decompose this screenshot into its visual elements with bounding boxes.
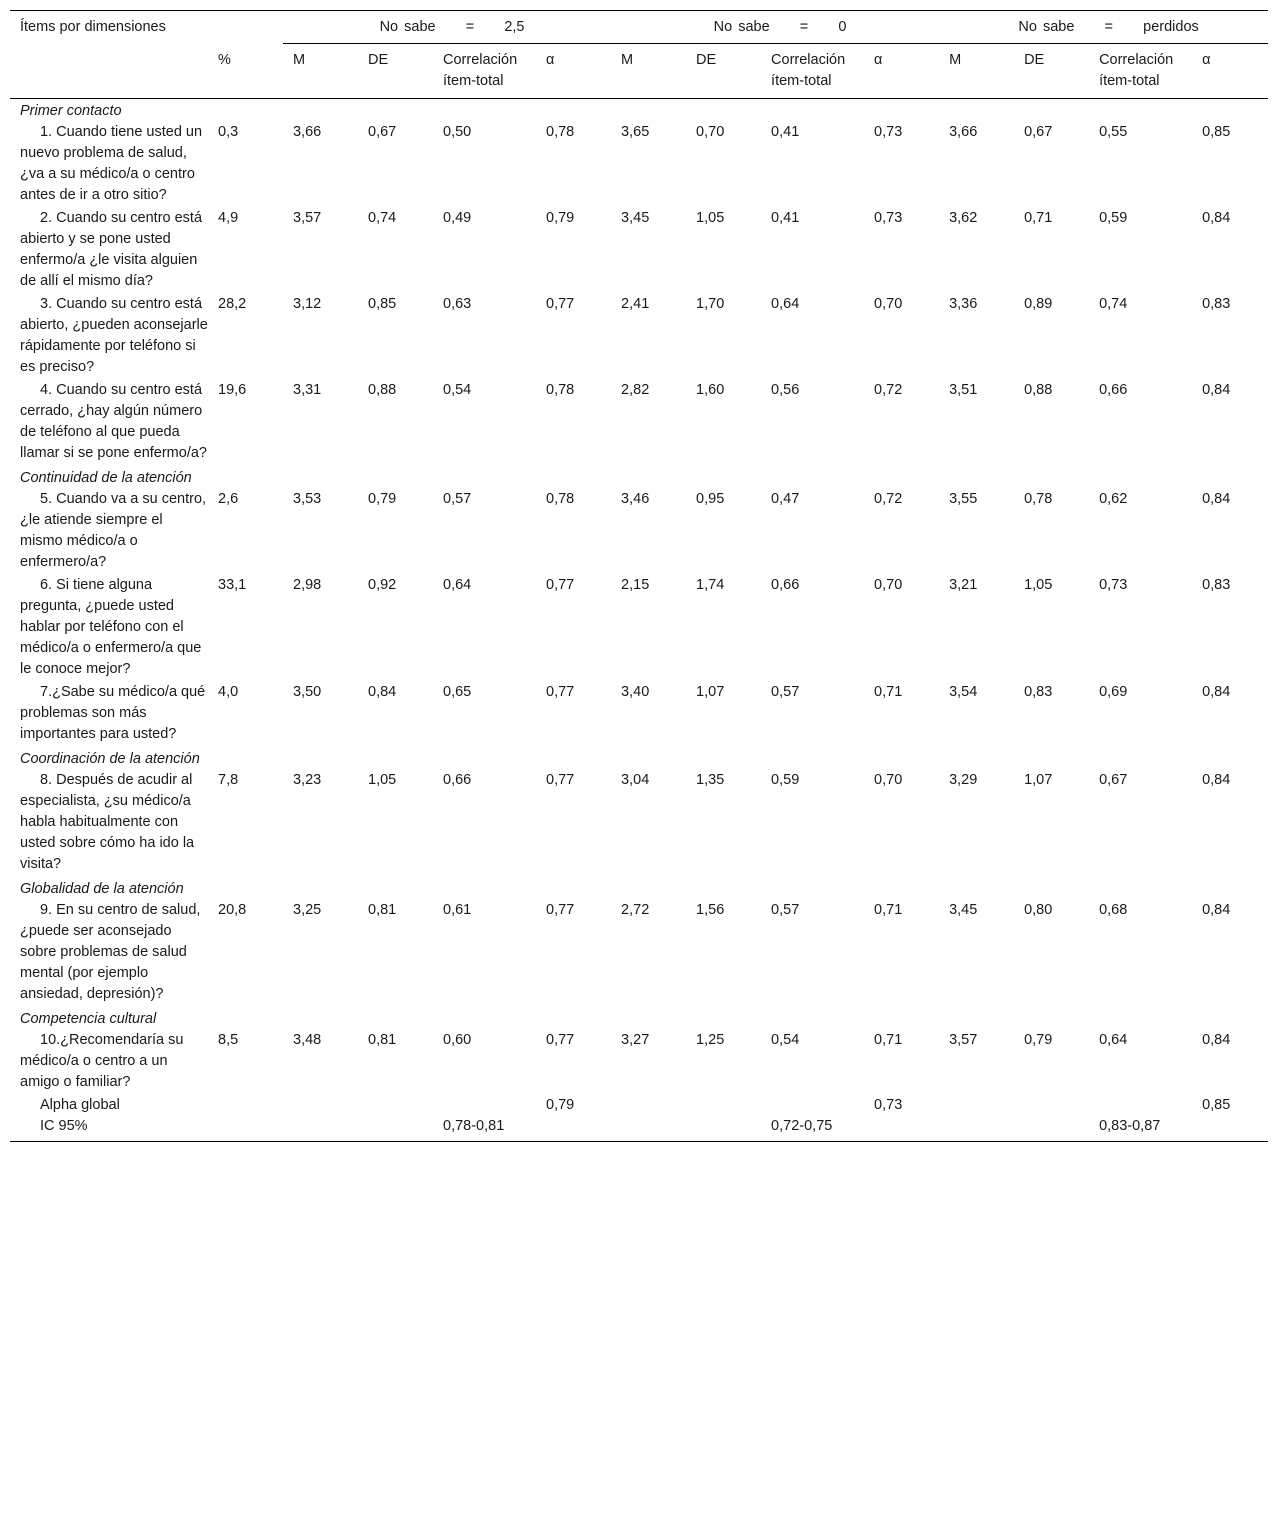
- corr-cell: 0,57: [771, 684, 800, 700]
- m-cell: 2,72: [621, 902, 650, 918]
- question-cell: [10, 122, 208, 208]
- m-cell: 3,57: [949, 1032, 978, 1048]
- corr-cell: 0,62: [1099, 491, 1128, 507]
- de-cell: 0,67: [368, 124, 397, 140]
- alpha-global-value: 0,79: [546, 1097, 575, 1113]
- corr-cell: 0,60: [443, 1032, 472, 1048]
- m-cell: 3,62: [949, 210, 978, 226]
- header-pct: %: [208, 44, 283, 99]
- question-cell: [10, 208, 208, 294]
- question-cell: [10, 682, 208, 747]
- alpha-cell: 0,71: [874, 684, 903, 700]
- section-title: Coordinación de la atención: [20, 751, 200, 767]
- pct-cell: 0,3: [218, 124, 239, 140]
- alpha-global-label: Alpha global: [40, 1097, 120, 1113]
- section-title: Primer contacto: [20, 103, 122, 119]
- table-row: [10, 1030, 1268, 1095]
- alpha-cell: 0,77: [546, 684, 575, 700]
- pct-cell: 8,5: [218, 1032, 239, 1048]
- question-text: 10.¿Recomendaría su médico/a o centro a un amigo o familiar?: [20, 1032, 184, 1090]
- de-cell: 0,85: [368, 296, 397, 312]
- m-cell: 3,45: [949, 902, 978, 918]
- corr-cell: 0,66: [443, 772, 472, 788]
- m-cell: 3,46: [621, 491, 650, 507]
- corr-cell: 0,64: [1099, 1032, 1128, 1048]
- pct-cell: 4,9: [218, 210, 239, 226]
- m-cell: 3,66: [293, 124, 322, 140]
- question-text: 6. Si tiene alguna pregunta, ¿puede usted hablar por teléfono con el médico/a o enfermero/a que le conoce mejor?: [20, 577, 202, 677]
- de-cell: 0,92: [368, 577, 397, 593]
- corr-cell: 0,41: [771, 210, 800, 226]
- alpha-cell: 0,73: [874, 210, 903, 226]
- question-text: 7.¿Sabe su médico/a qué problemas son más importantes para usted?: [20, 684, 206, 742]
- corr-cell: 0,69: [1099, 684, 1128, 700]
- corr-cell: 0,59: [771, 772, 800, 788]
- alpha-cell: 0,72: [874, 382, 903, 398]
- header-items: Ítems por dimensiones: [10, 11, 208, 44]
- table-row: [10, 770, 1268, 877]
- m-cell: 3,25: [293, 902, 322, 918]
- ic-value: 0,83-0,87: [1089, 1116, 1192, 1142]
- corr-cell: 0,73: [1099, 577, 1128, 593]
- m-cell: 3,65: [621, 124, 650, 140]
- header-m: M: [939, 44, 1014, 99]
- question-text: 3. Cuando su centro está abierto, ¿pueden aconsejarle rápidamente por teléfono si es preciso?: [20, 296, 208, 375]
- alpha-cell: 0,77: [546, 1032, 575, 1048]
- de-cell: 1,05: [368, 772, 397, 788]
- corr-cell: 0,65: [443, 684, 472, 700]
- alpha-cell: 0,71: [874, 902, 903, 918]
- section-row: [10, 747, 1268, 770]
- section-row: [10, 1007, 1268, 1030]
- corr-cell: 0,41: [771, 124, 800, 140]
- ic-label: IC 95%: [10, 1116, 208, 1142]
- m-cell: 3,36: [949, 296, 978, 312]
- alpha-global-value: 0,73: [874, 1097, 903, 1113]
- alpha-cell: 0,85: [1202, 124, 1231, 140]
- m-cell: 3,55: [949, 491, 978, 507]
- question-cell: [10, 489, 208, 575]
- section-title: Globalidad de la atención: [20, 881, 184, 897]
- alpha-cell: 0,77: [546, 577, 575, 593]
- alpha-cell: 0,77: [546, 902, 575, 918]
- table-row: [10, 122, 1268, 208]
- m-cell: 3,45: [621, 210, 650, 226]
- table-row: [10, 208, 1268, 294]
- m-cell: 3,53: [293, 491, 322, 507]
- pct-cell: 7,8: [218, 772, 239, 788]
- m-cell: 3,27: [621, 1032, 650, 1048]
- alpha-cell: 0,78: [546, 382, 575, 398]
- alpha-cell: 0,84: [1202, 772, 1231, 788]
- m-cell: 3,04: [621, 772, 650, 788]
- table-row: [10, 682, 1268, 747]
- de-cell: 1,07: [696, 684, 725, 700]
- question-text: 5. Cuando va a su centro, ¿le atiende siempre el mismo médico/a o enfermero/a?: [20, 491, 207, 570]
- m-cell: 3,29: [949, 772, 978, 788]
- header-corr: Correlación ítem-total: [761, 44, 864, 99]
- question-text: 4. Cuando su centro está cerrado, ¿hay algún número de teléfono al que pueda llamar si se pone enfermo/a?: [20, 382, 207, 461]
- corr-cell: 0,56: [771, 382, 800, 398]
- header-alpha: α: [864, 44, 939, 99]
- question-cell: [10, 575, 208, 682]
- de-cell: 0,89: [1024, 296, 1053, 312]
- question-text: 1. Cuando tiene usted un nuevo problema de salud, ¿va a su médico/a o centro antes de ir a otro sitio?: [20, 124, 203, 203]
- group-header-3: No sabe = perdidos: [939, 11, 1268, 44]
- alpha-cell: 0,84: [1202, 210, 1231, 226]
- de-cell: 0,83: [1024, 684, 1053, 700]
- de-cell: 0,78: [1024, 491, 1053, 507]
- header-corr: Correlación ítem-total: [433, 44, 536, 99]
- corr-cell: 0,55: [1099, 124, 1128, 140]
- de-cell: 0,79: [368, 491, 397, 507]
- alpha-cell: 0,78: [546, 124, 575, 140]
- question-text: 2. Cuando su centro está abierto y se pone usted enfermo/a ¿le visita alguien de allí el mismo día?: [20, 210, 203, 289]
- ic-value: 0,72-0,75: [761, 1116, 864, 1142]
- header-corr: Correlación ítem-total: [1089, 44, 1192, 99]
- m-cell: 3,50: [293, 684, 322, 700]
- table-body: [10, 99, 1268, 1142]
- alpha-cell: 0,77: [546, 772, 575, 788]
- de-cell: 0,95: [696, 491, 725, 507]
- de-cell: 0,67: [1024, 124, 1053, 140]
- de-cell: 0,74: [368, 210, 397, 226]
- de-cell: 0,71: [1024, 210, 1053, 226]
- ic-value: 0,78-0,81: [433, 1116, 536, 1142]
- header-de: DE: [686, 44, 761, 99]
- corr-cell: 0,67: [1099, 772, 1128, 788]
- m-cell: 3,12: [293, 296, 322, 312]
- table-container: [10, 10, 1268, 1142]
- group-header-1: No sabe = 2,5: [283, 11, 611, 44]
- de-cell: 0,88: [1024, 382, 1053, 398]
- corr-cell: 0,66: [1099, 382, 1128, 398]
- de-cell: 1,35: [696, 772, 725, 788]
- corr-cell: 0,64: [443, 577, 472, 593]
- de-cell: 1,60: [696, 382, 725, 398]
- section-row: [10, 877, 1268, 900]
- header-de: DE: [1014, 44, 1089, 99]
- corr-cell: 0,74: [1099, 296, 1128, 312]
- m-cell: 3,40: [621, 684, 650, 700]
- corr-cell: 0,57: [443, 491, 472, 507]
- m-cell: 2,98: [293, 577, 322, 593]
- alpha-cell: 0,84: [1202, 491, 1231, 507]
- section-row: [10, 466, 1268, 489]
- de-cell: 1,05: [696, 210, 725, 226]
- section-row: [10, 99, 1268, 123]
- alpha-cell: 0,72: [874, 491, 903, 507]
- m-cell: 2,15: [621, 577, 650, 593]
- m-cell: 3,31: [293, 382, 322, 398]
- de-cell: 1,74: [696, 577, 725, 593]
- de-cell: 1,70: [696, 296, 725, 312]
- items-table: [10, 10, 1268, 1142]
- de-cell: 0,79: [1024, 1032, 1053, 1048]
- table-row: [10, 489, 1268, 575]
- alpha-cell: 0,83: [1202, 577, 1231, 593]
- alpha-cell: 0,78: [546, 491, 575, 507]
- alpha-cell: 0,84: [1202, 902, 1231, 918]
- table-row: [10, 900, 1268, 1007]
- pct-cell: 2,6: [218, 491, 239, 507]
- header-m: M: [611, 44, 686, 99]
- de-cell: 0,81: [368, 902, 397, 918]
- alpha-cell: 0,83: [1202, 296, 1231, 312]
- alpha-global-value: 0,85: [1202, 1097, 1231, 1113]
- alpha-cell: 0,84: [1202, 684, 1231, 700]
- corr-cell: 0,63: [443, 296, 472, 312]
- corr-cell: 0,64: [771, 296, 800, 312]
- m-cell: 3,21: [949, 577, 978, 593]
- pct-cell: 19,6: [218, 382, 247, 398]
- section-title: Continuidad de la atención: [20, 470, 192, 486]
- m-cell: 2,41: [621, 296, 650, 312]
- question-cell: [10, 380, 208, 466]
- m-cell: 3,54: [949, 684, 978, 700]
- question-cell: [10, 1030, 208, 1095]
- alpha-cell: 0,77: [546, 296, 575, 312]
- de-cell: 0,81: [368, 1032, 397, 1048]
- alpha-cell: 0,84: [1202, 1032, 1231, 1048]
- question-cell: [10, 770, 208, 877]
- corr-cell: 0,54: [443, 382, 472, 398]
- de-cell: 0,80: [1024, 902, 1053, 918]
- question-cell: [10, 900, 208, 1007]
- alpha-cell: 0,70: [874, 577, 903, 593]
- de-cell: 0,88: [368, 382, 397, 398]
- group-header-2: No sabe = 0: [611, 11, 939, 44]
- alpha-cell: 0,79: [546, 210, 575, 226]
- alpha-cell: 0,70: [874, 296, 903, 312]
- corr-cell: 0,47: [771, 491, 800, 507]
- table-row: [10, 380, 1268, 466]
- alpha-cell: 0,70: [874, 772, 903, 788]
- section-title: Competencia cultural: [20, 1011, 157, 1027]
- de-cell: 1,56: [696, 902, 725, 918]
- m-cell: 3,23: [293, 772, 322, 788]
- alpha-cell: 0,84: [1202, 382, 1231, 398]
- m-cell: 3,57: [293, 210, 322, 226]
- pct-cell: 33,1: [218, 577, 247, 593]
- header-alpha: α: [1192, 44, 1268, 99]
- m-cell: 2,82: [621, 382, 650, 398]
- alpha-cell: 0,73: [874, 124, 903, 140]
- corr-cell: 0,68: [1099, 902, 1128, 918]
- question-text: 8. Después de acudir al especialista, ¿su médico/a habla habitualmente con usted sobre cómo ha ido la visita?: [20, 772, 195, 872]
- header-alpha: α: [536, 44, 611, 99]
- de-cell: 1,05: [1024, 577, 1053, 593]
- header-de: DE: [358, 44, 433, 99]
- de-cell: 0,70: [696, 124, 725, 140]
- pct-cell: 20,8: [218, 902, 247, 918]
- de-cell: 0,84: [368, 684, 397, 700]
- de-cell: 1,25: [696, 1032, 725, 1048]
- pct-cell: 28,2: [218, 296, 247, 312]
- de-cell: 1,07: [1024, 772, 1053, 788]
- corr-cell: 0,54: [771, 1032, 800, 1048]
- table-row: [10, 294, 1268, 380]
- corr-cell: 0,57: [771, 902, 800, 918]
- corr-cell: 0,50: [443, 124, 472, 140]
- m-cell: 3,66: [949, 124, 978, 140]
- alpha-cell: 0,71: [874, 1032, 903, 1048]
- question-cell: [10, 294, 208, 380]
- corr-cell: 0,49: [443, 210, 472, 226]
- m-cell: 3,51: [949, 382, 978, 398]
- m-cell: 3,48: [293, 1032, 322, 1048]
- table-row: [10, 575, 1268, 682]
- header-m: M: [283, 44, 358, 99]
- corr-cell: 0,66: [771, 577, 800, 593]
- question-text: 9. En su centro de salud, ¿puede ser aconsejado sobre problemas de salud mental (por ejemplo ansiedad, depresión)?: [20, 902, 201, 1002]
- corr-cell: 0,61: [443, 902, 472, 918]
- corr-cell: 0,59: [1099, 210, 1128, 226]
- pct-cell: 4,0: [218, 684, 239, 700]
